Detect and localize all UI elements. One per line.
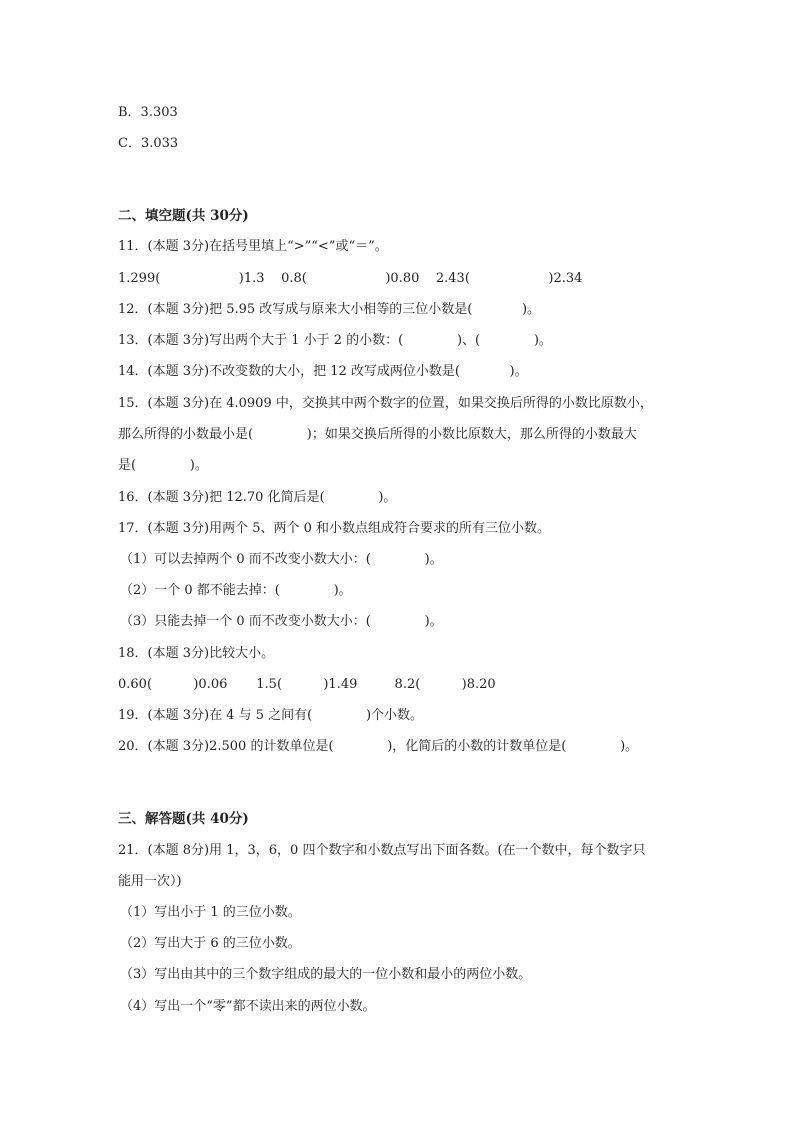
question-21-part-3: （3）写出由其中的三个数字组成的最大的一位小数和最小的两位小数。 xyxy=(120,967,532,982)
question-21-part-2: （2）写出大于 6 的三位小数。 xyxy=(120,936,301,951)
question-15-line-1: 15．(本题 3分)在 4.0909 中，交换其中两个数字的位置，如果交换后所得的小数比原数小， xyxy=(118,396,653,411)
option-c: C．3.033 xyxy=(118,136,179,151)
question-16: 16．(本题 3分)把 12.70 化简后是( )。 xyxy=(118,490,397,505)
question-13: 13．(本题 3分)写出两个大于 1 小于 2 的小数：( )、( )。 xyxy=(118,333,552,348)
question-15-line-2: 那么所得的小数最小是( )；如果交换后所得的小数比原数大，那么所得的小数最大 xyxy=(118,427,637,442)
option-b: B．3.303 xyxy=(118,105,178,120)
question-18: 18．(本题 3分)比较大小。 xyxy=(118,646,275,661)
question-17-part-2: （2）一个 0 都不能去掉：( )。 xyxy=(120,583,352,598)
question-21-line-2: 能用一次）) xyxy=(118,874,182,889)
question-21-part-4: （4）写出一个“零”都不读出来的两位小数。 xyxy=(120,999,376,1014)
question-11-comparisons: 1.299( )1.3 0.8( )0.80 2.43( )2.34 xyxy=(118,271,583,286)
question-17-part-1: （1）可以去掉两个 0 而不改变小数大小：( )。 xyxy=(120,552,443,567)
section-heading-fill-blank: 二、填空题(共 30分) xyxy=(118,208,249,224)
question-20: 20．(本题 3分)2.500 的计数单位是( )，化简后的小数的计数单位是( )。 xyxy=(118,739,639,754)
question-17-part-3: （3）只能去掉一个 0 而不改变小数大小：( )。 xyxy=(120,614,443,629)
question-21-part-1: （1）写出小于 1 的三位小数。 xyxy=(120,905,301,920)
question-19: 19．(本题 3分)在 4 与 5 之间有( )个小数。 xyxy=(118,708,424,723)
question-17: 17．(本题 3分)用两个 5、两个 0 和小数点组成符合要求的所有三位小数。 xyxy=(118,521,551,536)
section-heading-answer: 三、解答题(共 40分) xyxy=(118,811,249,827)
question-12: 12．(本题 3分)把 5.95 改写成与原来大小相等的三位小数是( )。 xyxy=(118,302,541,317)
question-11: 11．(本题 3分)在括号里填上“>”“<”或“＝”。 xyxy=(118,239,388,254)
question-14: 14．(本题 3分)不改变数的大小，把 12 改写成两位小数是( )。 xyxy=(118,364,528,379)
question-15-line-3: 是( )。 xyxy=(118,458,208,473)
question-18-comparisons: 0.60( )0.06 1.5( )1.49 8.2( )8.20 xyxy=(118,677,496,692)
question-21-line-1: 21．(本题 8分)用 1，3，6，0 四个数字和小数点写出下面各数。(在一个数中，每个数字只 xyxy=(118,843,646,858)
